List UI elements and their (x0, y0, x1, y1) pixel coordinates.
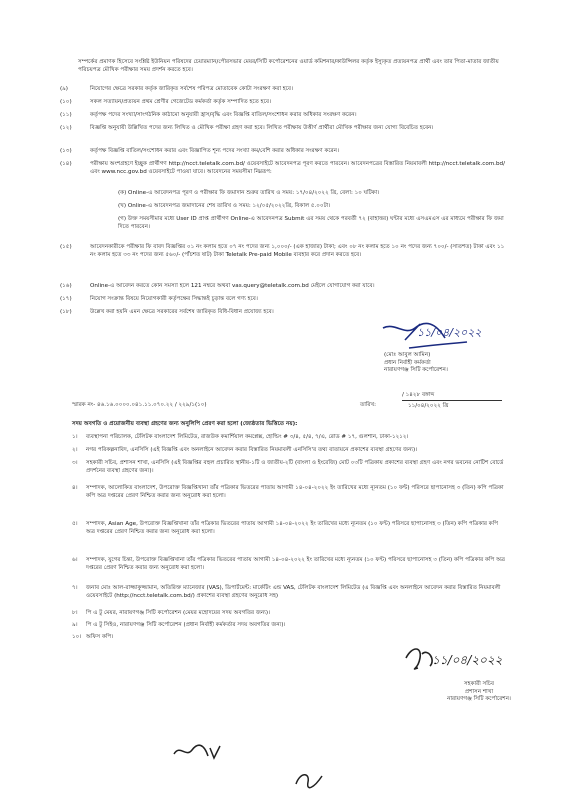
handwritten-initials-2 (290, 768, 330, 790)
signatory-title: প্রধান নির্বাহী কর্মকর্তা (384, 359, 431, 366)
signatory-org: নারায়ণগঞ্জ সিটি কর্পোরেশন। (384, 367, 448, 374)
signatory-block-1 (384, 352, 524, 375)
document-page: সম্পর্কের প্রমাণক হিসেবে সংশ্লিষ্ট ইউনিয়ন পরিষদের চেয়ারম্যান/পৌরসভার মেয়র/সিটি কর্পোরেশনের ওয়ার্ড কমিশনার/কাউন্সিলর কর্তৃক ইস্যুকৃত প্রত্যয়নপত্র প্রার্থী এবং তার পিতা-মাতার জাতীয় পরিচয়পত্র মৌখিক পরীক্ষার সময় প্রদর্শন করতে হবে। (৯) নিয়োগের ক্ষেত্রে সরকার কর্তৃক জারিকৃত সর্বশেষ পরিপত্র মোতাবেক কোটা সংরক্ষণ করা হবে। (১০) সকল সত্যায়ন/প্রত্যয়ন প্রথম শ্রেণীর গেজেটেড কর্মকর্তা কর্তৃক সম্পাদিত হতে হবে। (১১) কর্তৃপক্ষ পদের সংখ্যা/সাংগঠনিক কাঠামো অনুযায়ী হ্রাস/বৃদ্ধি এবং বিজ্ঞপ্তি বাতিল/সংশোধন করার অধিকার সংরক্ষণ করেন। (১২) বিজ্ঞপ্তি অনুযায়ী উল্লিখিত পদের জন্য লিখিত ও মৌখিক পরীক্ষা গ্রহণ করা হবে। লিখিত পরীক্ষায় উত্তীর্ণ প্রার্থীরা মৌখিক পরীক্ষার জন্য যোগ্য বিবেচিত হবেন। (১৩) কর্তৃপক্ষ বিজ্ঞপ্তি বাতিল/সংশোধন করার এবং বিজ্ঞাপিত শূন্য পদের সংখ্যা কম/বেশি করার অধিকার সংরক্ষণ করেন। (১৪) পরীক্ষায় অংশগ্রহণে ইচ্ছুক প্রার্থীগণ http://ncct.teletalk.com.bd/ ওয়েবসাইটে আবেদনপত্র পূরণ করতে পারবেন। আবেদনপত্রের বিস্তারিত নিয়মাবলী http://ncct.teletalk.com.bd/ এবং www.ncc.gov.bd ওয়েবসাইটে পাওয়া যাবে। আবেদনের সময়সীমা নিম্নরূপ: (ক) Online-এ আবেদনপত্র পূরণ ও পরীক্ষার ফি জমাদান শুরুর তারিখ ও সময়: ১৭/০৪/২০২২ খ্রি, বেলা: ১০ ঘটিকা। (খ) Online-এ আবেদনপত্র জমাদানের শেষ তারিখ ও সময়: ১২/০৫/২০২২খ্রি, বিকাল ৫.০০টা। (গ) উক্ত সময়সীমার মধ্যে User ID প্রাপ্ত প্রার্থীগণ Online-এ আবেদনপত্র Submit এর সময় থেকে পরবর্তী ৭২ (বাহাত্তর) ঘন্টার মধ্যে এসএমএস এর মাধ্যমে পরীক্ষার ফি জমা দিতে পারবেন। (১৫) আবেদনকারীকে পরীক্ষার ফি বাবদ বিজ্ঞপ্তির ০১ নং কলাম হতে ০৭ নং পদের জন্য ১,০০০/- (এক হাজার) টাকা; এবং ০৮ নং কলাম হতে ১০ নং পদের জন্য ৭০০/- (সাতশত) টাকা এবং ১১ নং কলাম হতে ৩৩ নং পদের জন্য ৫৬০/- (পাঁচশত ষাট) টাকা Teletalk Pre-paid Mobile ব্যবহার করে প্রদান করতে হবে। (১৬) Online-এ আবেদন করতে কোন সমস্যা হলে 121 নম্বরে অথবা vas.query@teletalk.com.bd মেইলে যোগাযোগ করা যাবে। (১৭) নিয়োগ সংক্রান্ত বিষয়ে নিয়োগকারী কর্তৃপক্ষের সিদ্ধান্তই চূড়ান্ত বলে গণ্য হবে। (১৮) উল্লেখ করা হয়নি এমন ক্ষেত্রে সরকারের সর্বশেষ জারিকৃত বিধি-বিধান প্রযোজ্য হবে। ১১/০৪/২০২২ (মোঃ আবুল আমিন) প্রধান নির্বাহী কর্মকর্তা নারায়ণগঞ্জ সিটি কর্পোরেশন। স্মারক নং- ৪৬.১৬.০০০০.০৪১.১১.০৭০.২২ / ২২৯/১(১০) তারিখ: / ১৪২৮ বঙ্গাব্দ ১১/০৪/২০২২ খ্রি সদয় অবগতি ও প্রয়োজনীয় ব্যবস্থা গ্রহণের জন্য অনুলিপি প্রেরণ করা হলো (জ্যেষ্ঠতার ভিত্তিতে নয়): ১। ব্যবস্থাপনা পরিচালক, টেলিটক বাংলাদেশ লিমিটেড, রাজউক কমার্শিয়াল কমপ্লেক্স, হোল্ডিং # ৩/৪, ৫/৪, ৭/এ, রোড # ১৭, গুলশান, ঢাকা-১২১২। ২। নগর পরিকল্পনাবিদ, এনসিসি (এই বিজ্ঞপ্তি এবং অনলাইনে আবেদন করার বিস্তারিত নিয়মাবলী এনসিসি'র তথ্য বাতায়নে প্রকাশের ব্যবস্থা গ্রহণের জন্য)। ৩। সহকারী সচিব, প্রশাসন শাখা, এনসিসি (এই বিজ্ঞপ্তির বহুল প্রচারিত স্থানীয়-১টি ও জাতীয়-২টি (বাংলা ও ইংরেজি) মোট ০৩টি পত্রিকায় প্রকাশের ব্যবস্থা গ্রহণ এবং নগর ভবনের নোটিশ বোর্ডে প্রদর্শনের ব্যবস্থা গ্রহণের জন্য)। ৪। সম্পাদক, আলোকিত বাংলাদেশ, উপরোক্ত বিজ্ঞপ্তিখানা তাঁর পত্রিকার ভিতরের পাতায় আগামী ১৪-০৪-২০২২ ইং তারিখের মধ্যে ন্যূনতম (১০ ফন্ট) পরিসরে ছাপানোসহ ৩ (তিন) কপি পত্রিকা কপি অত্র দপ্তরের প্রেরণ নিশ্চিত করার জন্য অনুরোধ করা হলো। ৫। সম্পাদক, Asian Age, উপরোক্ত বিজ্ঞপ্তিখানা তাঁর পত্রিকার ভিতরের পাতায় আগামী ১৪-০৪-২০২২ ইং তারিখের মধ্যে ন্যূনতম (১০ ফন্ট) পরিসরে ছাপানোসহ ৩ (তিন) কপি পত্রিকার কপি অত্র দপ্তরের প্রেরণ নিশ্চিত করার জন্য অনুরোধ করা হলো। ৬। সম্পাদক, যুগের চিন্তা, উপরোক্ত বিজ্ঞপ্তিখানা তাঁর পত্রিকার ভিতরের পাতায় আগামী ১৪-০৪-২০২২ ইং তারিখের মধ্যে ন্যূনতম (১০ ফন্ট) পরিসরে ছাপানোসহ ৩ (তিন) কপি পত্রিকার কপি অত্র দপ্তরের প্রেরণ নিশ্চিত করার জন্য অনুরোধ করা হলো। ৭। জনাব মোঃ আল-রাজ্জাকুজ্জামান, অতিরিক্ত ম্যানেজার (VAS), ডিপার্টমেন্ট: মার্কেটিং এন্ড VAS, টেলিটক বাংলাদেশ লিমিটেড (এ বিজ্ঞপ্তি এবং অনলাইনে আবেদন করার বিস্তারিত নিয়মাবলী ওয়েবসাইটে (http://ncct.teletalk.com.bd/) প্রকাশের ব্যবস্থা গ্রহণের অনুরোধ সহ) ৮। পি এ টু মেয়র, নারায়ণগঞ্জ সিটি কর্পোরেশন (মেয়র মহোদয়ের সদয় অবগতির জন্য)। ৯। পি এ টু সিইও, নারায়ণগঞ্জ সিটি কর্পোরেশন (প্রধান নির্বাহী কর্মকর্তার সদয় অবগতির জন্য)। ১০। অফিস কপি। ১১/০৪/২০২২ সহকারী সচিব প্রশাসন শাখা নারায়ণগঞ্জ সিটি কর্পোরেশন। (0, 0, 566, 800)
date-english: ১১/০৪/২০২২ খ্রি (408, 403, 449, 409)
schedule-item: (খ) Online-এ আবেদনপত্র জমাদানের শেষ তারিখ ও সময়: ১২/০৫/২০২২খ্রি, বিকাল ৫.০০টা। (118, 203, 331, 209)
signature-date-2: ১১/০৪/২০২২ (432, 653, 503, 667)
signature-2 (400, 640, 530, 680)
date-bangla: / ১৪২৮ বঙ্গাব্দ (402, 392, 502, 401)
copy-heading: সদয় অবগতি ও প্রয়োজনীয় ব্যবস্থা গ্রহণের জন্য অনুলিপি প্রেরণ করা হলো (জ্যেষ্ঠতার ভিত্তিতে নয়): (72, 421, 298, 427)
signatory-name: (মোঃ আবুল আমিন) (384, 352, 431, 358)
schedule-item: (গ) উক্ত সময়সীমার মধ্যে User ID প্রাপ্ত প্রার্থীগণ Online-এ আবেদনপত্র Submit এর সময় থেকে পরবর্তী ৭২ (বাহাত্তর) ঘন্টার মধ্যে এসএমএস এর মাধ্যমে পরীক্ষার ফি জমা দিতে পারবেন। (118, 216, 504, 230)
signatory-title: সহকারী সচিব (463, 681, 495, 687)
signatory-block-2 (424, 681, 534, 704)
memo-number: স্মারক নং- ৪৬.১৬.০০০০.০৪১.১১.০৭০.২২ / ২২৯/১(১০) (72, 402, 207, 408)
handwritten-initials-1 (170, 740, 230, 762)
intro-paragraph: সম্পর্কের প্রমাণক হিসেবে সংশ্লিষ্ট ইউনিয়ন পরিষদের চেয়ারম্যান/পৌরসভার মেয়র/সিটি কর্পোরেশনের ওয়ার্ড কমিশনার/কাউন্সিলর কর্তৃক ইস্যুকৃত প্রত্যয়নপত্র প্রার্থী এবং তার পিতা-মাতার জাতীয় পরিচয়পত্র মৌখিক পরীক্ষার সময় প্রদর্শন করতে হবে। (78, 59, 499, 73)
signatory-dept: প্রশাসন শাখা (464, 688, 494, 695)
signature-date-1: ১১/০৪/২০২২ (417, 326, 482, 339)
date-label: তারিখ: (360, 402, 377, 408)
schedule-item: (ক) Online-এ আবেদনপত্র পূরণ ও পরীক্ষার ফি জমাদান শুরুর তারিখ ও সময়: ১৭/০৪/২০২২ খ্রি, বেলা: ১০ ঘটিকা। (118, 190, 380, 196)
signatory-org: নারায়ণগঞ্জ সিটি কর্পোরেশন। (447, 696, 511, 703)
